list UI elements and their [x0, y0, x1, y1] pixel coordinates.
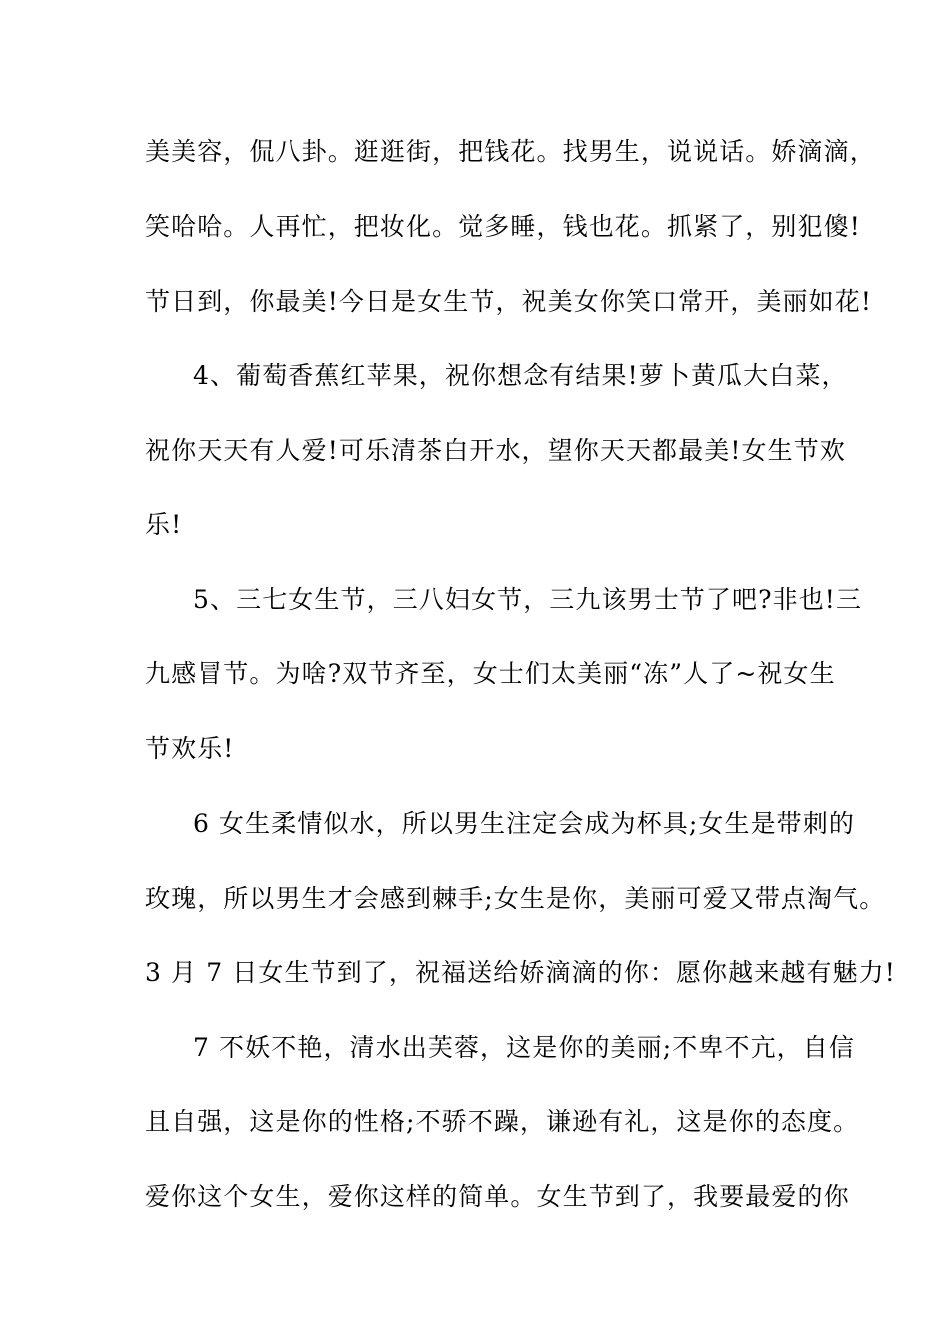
text-line: 节欢乐! — [145, 734, 235, 763]
text-line: 3 月 7 日女生节到了，祝福送给娇滴滴的你：愿你越来越有魅力! — [145, 958, 896, 987]
text-line: 九感冒节。为啥?双节齐至，女士们太美丽“冻”人了~祝女生 — [145, 659, 836, 688]
paragraph-7-first-line: 7 不妖不艳，清水出芙蓉，这是你的美丽;不卑不亢，自信 — [193, 1033, 855, 1062]
text-line: 笑哈哈。人再忙，把妆化。觉多睡，钱也花。抓紧了，别犯傻! — [145, 212, 861, 241]
text-line: 爱你这个女生，爱你这样的简单。女生节到了，我要最爱的你 — [145, 1182, 850, 1211]
text-line: 美美容，侃八卦。逛逛街，把钱花。找男生，说说话。娇滴滴， — [145, 137, 876, 166]
text-line: 节日到，你最美!今日是女生节，祝美女你笑口常开，美丽如花! — [145, 287, 872, 316]
text-line: 乐! — [145, 510, 183, 539]
text-line: 且自强，这是你的性格;不骄不躁，谦逊有礼，这是你的态度。 — [145, 1107, 860, 1136]
paragraph-4-first-line: 4、葡萄香蕉红苹果，祝你想念有结果!萝卜黄瓜大白菜， — [193, 361, 848, 390]
text-line: 祝你天天有人爱!可乐清茶白开水，望你天天都最美!女生节欢 — [145, 436, 846, 465]
text-line: 玫瑰，所以男生才会感到棘手;女生是你，美丽可爱又带点淘气。 — [145, 884, 886, 913]
paragraph-5-first-line: 5、三七女生节，三八妇女节，三九该男士节了吧?非也!三 — [193, 585, 863, 614]
paragraph-6-first-line: 6 女生柔情似水，所以男生注定会成为杯具;女生是带刺的 — [193, 809, 855, 838]
